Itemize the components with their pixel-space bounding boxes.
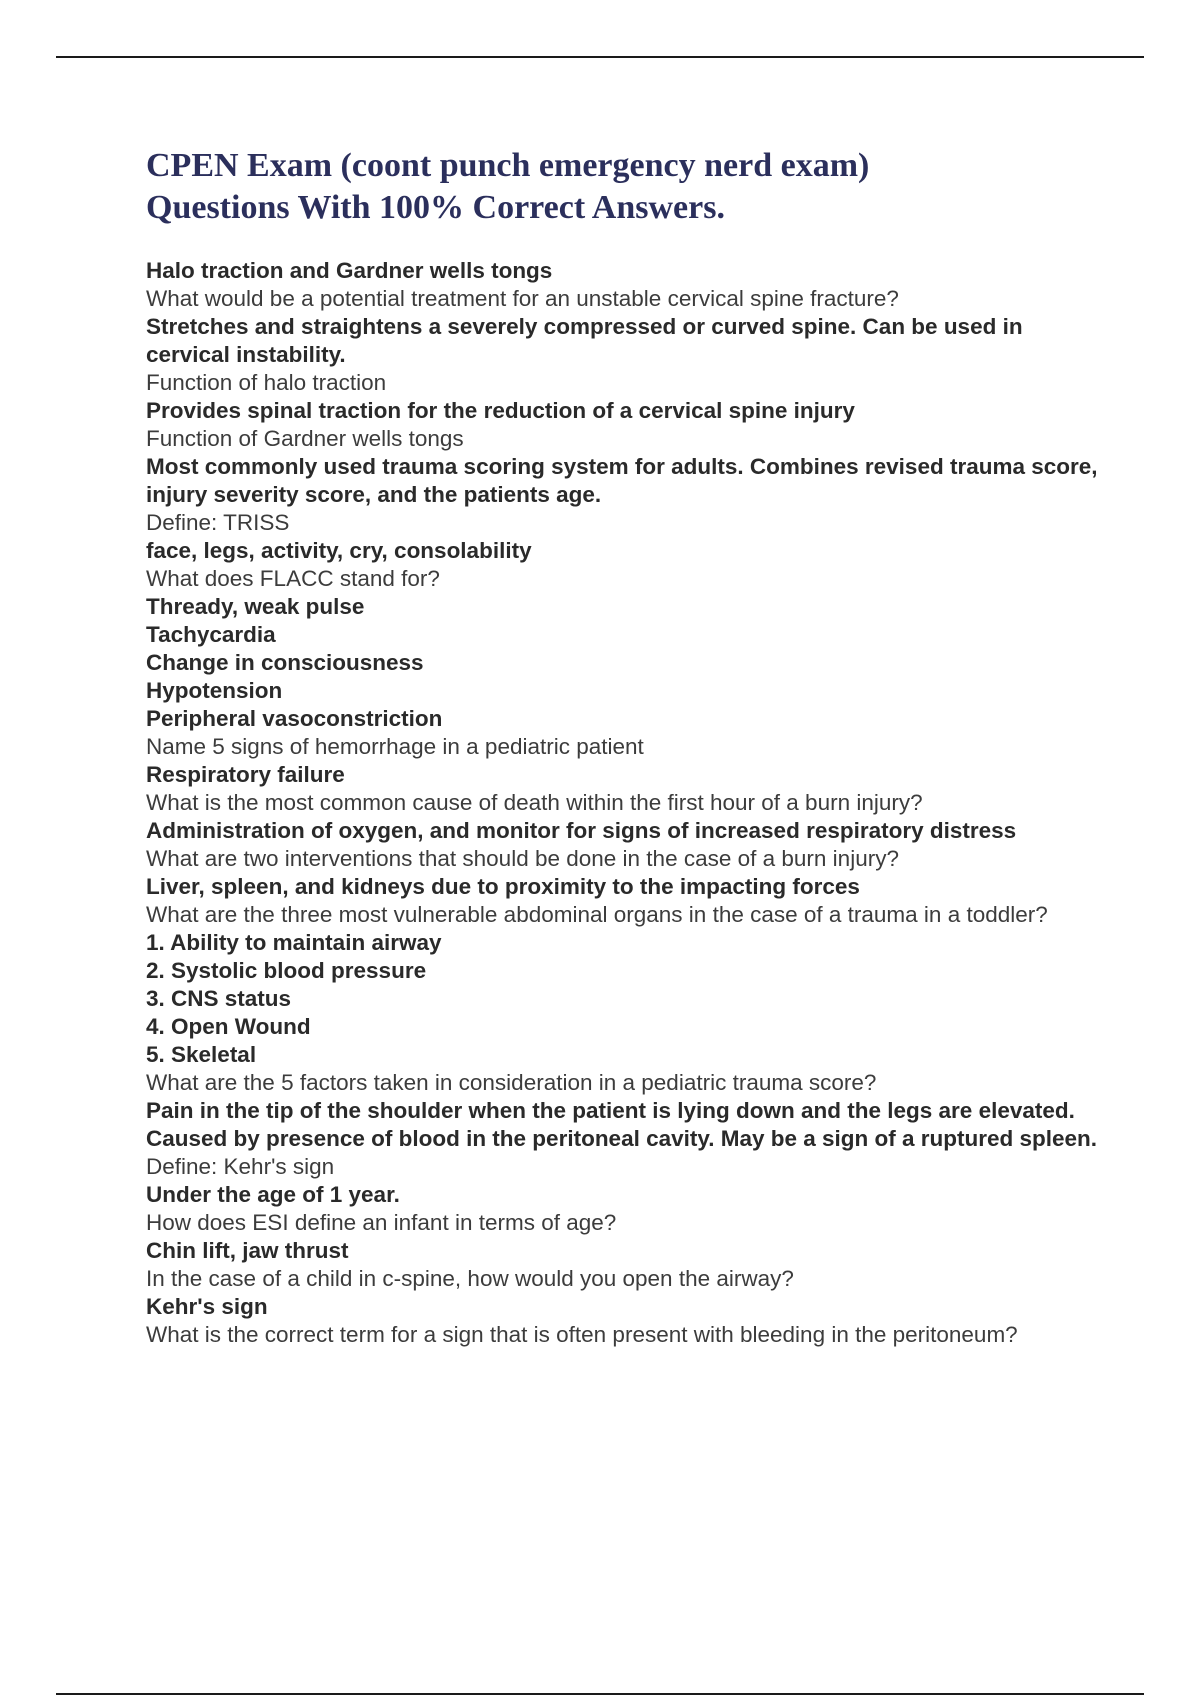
answer-text: 4. Open Wound — [146, 1014, 311, 1039]
document-body — [146, 145, 1106, 1349]
question-text: In the case of a child in c-spine, how would you open the airway? — [146, 1266, 794, 1291]
question-text: What is the correct term for a sign that is often present with bleeding in the peritoneum? — [146, 1322, 1018, 1347]
answer-text: 3. CNS status — [146, 986, 292, 1011]
question-text: Define: Kehr's sign — [146, 1154, 335, 1179]
bottom-rule — [56, 1693, 1144, 1695]
answer-text: Most commonly used trauma scoring system for adults. Combines revised trauma score, injury severity score, and the patients age. — [146, 454, 1098, 507]
answer-text: Respiratory failure — [146, 762, 345, 787]
answer-text: face, legs, activity, cry, consolability — [146, 538, 532, 563]
question-text: What would be a potential treatment for an unstable cervical spine fracture? — [146, 286, 899, 311]
answer-text: 5. Skeletal — [146, 1042, 257, 1067]
question-text: What does FLACC stand for? — [146, 566, 440, 591]
answer-text: Thready, weak pulse — [146, 594, 365, 619]
answer-text: Chin lift, jaw thrust — [146, 1238, 349, 1263]
question-text: Name 5 signs of hemorrhage in a pediatric patient — [146, 734, 644, 759]
title-line-2: Questions With 100% Correct Answers. — [146, 189, 725, 226]
answer-text: Hypotension — [146, 678, 283, 703]
question-text: What are the three most vulnerable abdominal organs in the case of a trauma in a toddler? — [146, 902, 1048, 927]
question-text: Define: TRISS — [146, 510, 290, 535]
question-text: Function of Gardner wells tongs — [146, 426, 464, 451]
document-title — [146, 145, 1106, 229]
answer-text: 2. Systolic blood pressure — [146, 958, 427, 983]
answer-text: Administration of oxygen, and monitor for signs of increased respiratory distress — [146, 818, 1017, 843]
answer-text: 1. Ability to maintain airway — [146, 930, 442, 955]
title-line-1: CPEN Exam (coont punch emergency nerd exam) — [146, 147, 870, 184]
question-text: What are two interventions that should be done in the case of a burn injury? — [146, 846, 899, 871]
answer-text: Change in consciousness — [146, 650, 424, 675]
answer-text: Kehr's sign — [146, 1294, 268, 1319]
top-rule — [56, 56, 1144, 58]
question-text: How does ESI define an infant in terms of age? — [146, 1210, 617, 1235]
answer-text: Stretches and straightens a severely compressed or curved spine. Can be used in cervical instability. — [146, 314, 1023, 367]
answer-text: Halo traction and Gardner wells tongs — [146, 258, 553, 283]
answer-text: Liver, spleen, and kidneys due to proximity to the impacting forces — [146, 874, 860, 899]
answer-text: Pain in the tip of the shoulder when the patient is lying down and the legs are elevated. Caused by presence of blood in the peritoneal cavity. May be a sign of a ruptured spleen. — [146, 1098, 1098, 1151]
qa-list — [146, 257, 1106, 1349]
question-text: Function of halo traction — [146, 370, 387, 395]
answer-text: Under the age of 1 year. — [146, 1182, 400, 1207]
question-text: What is the most common cause of death within the first hour of a burn injury? — [146, 790, 923, 815]
question-text: What are the 5 factors taken in consideration in a pediatric trauma score? — [146, 1070, 877, 1095]
answer-text: Provides spinal traction for the reduction of a cervical spine injury — [146, 398, 855, 423]
answer-text: Peripheral vasoconstriction — [146, 706, 443, 731]
answer-text: Tachycardia — [146, 622, 276, 647]
